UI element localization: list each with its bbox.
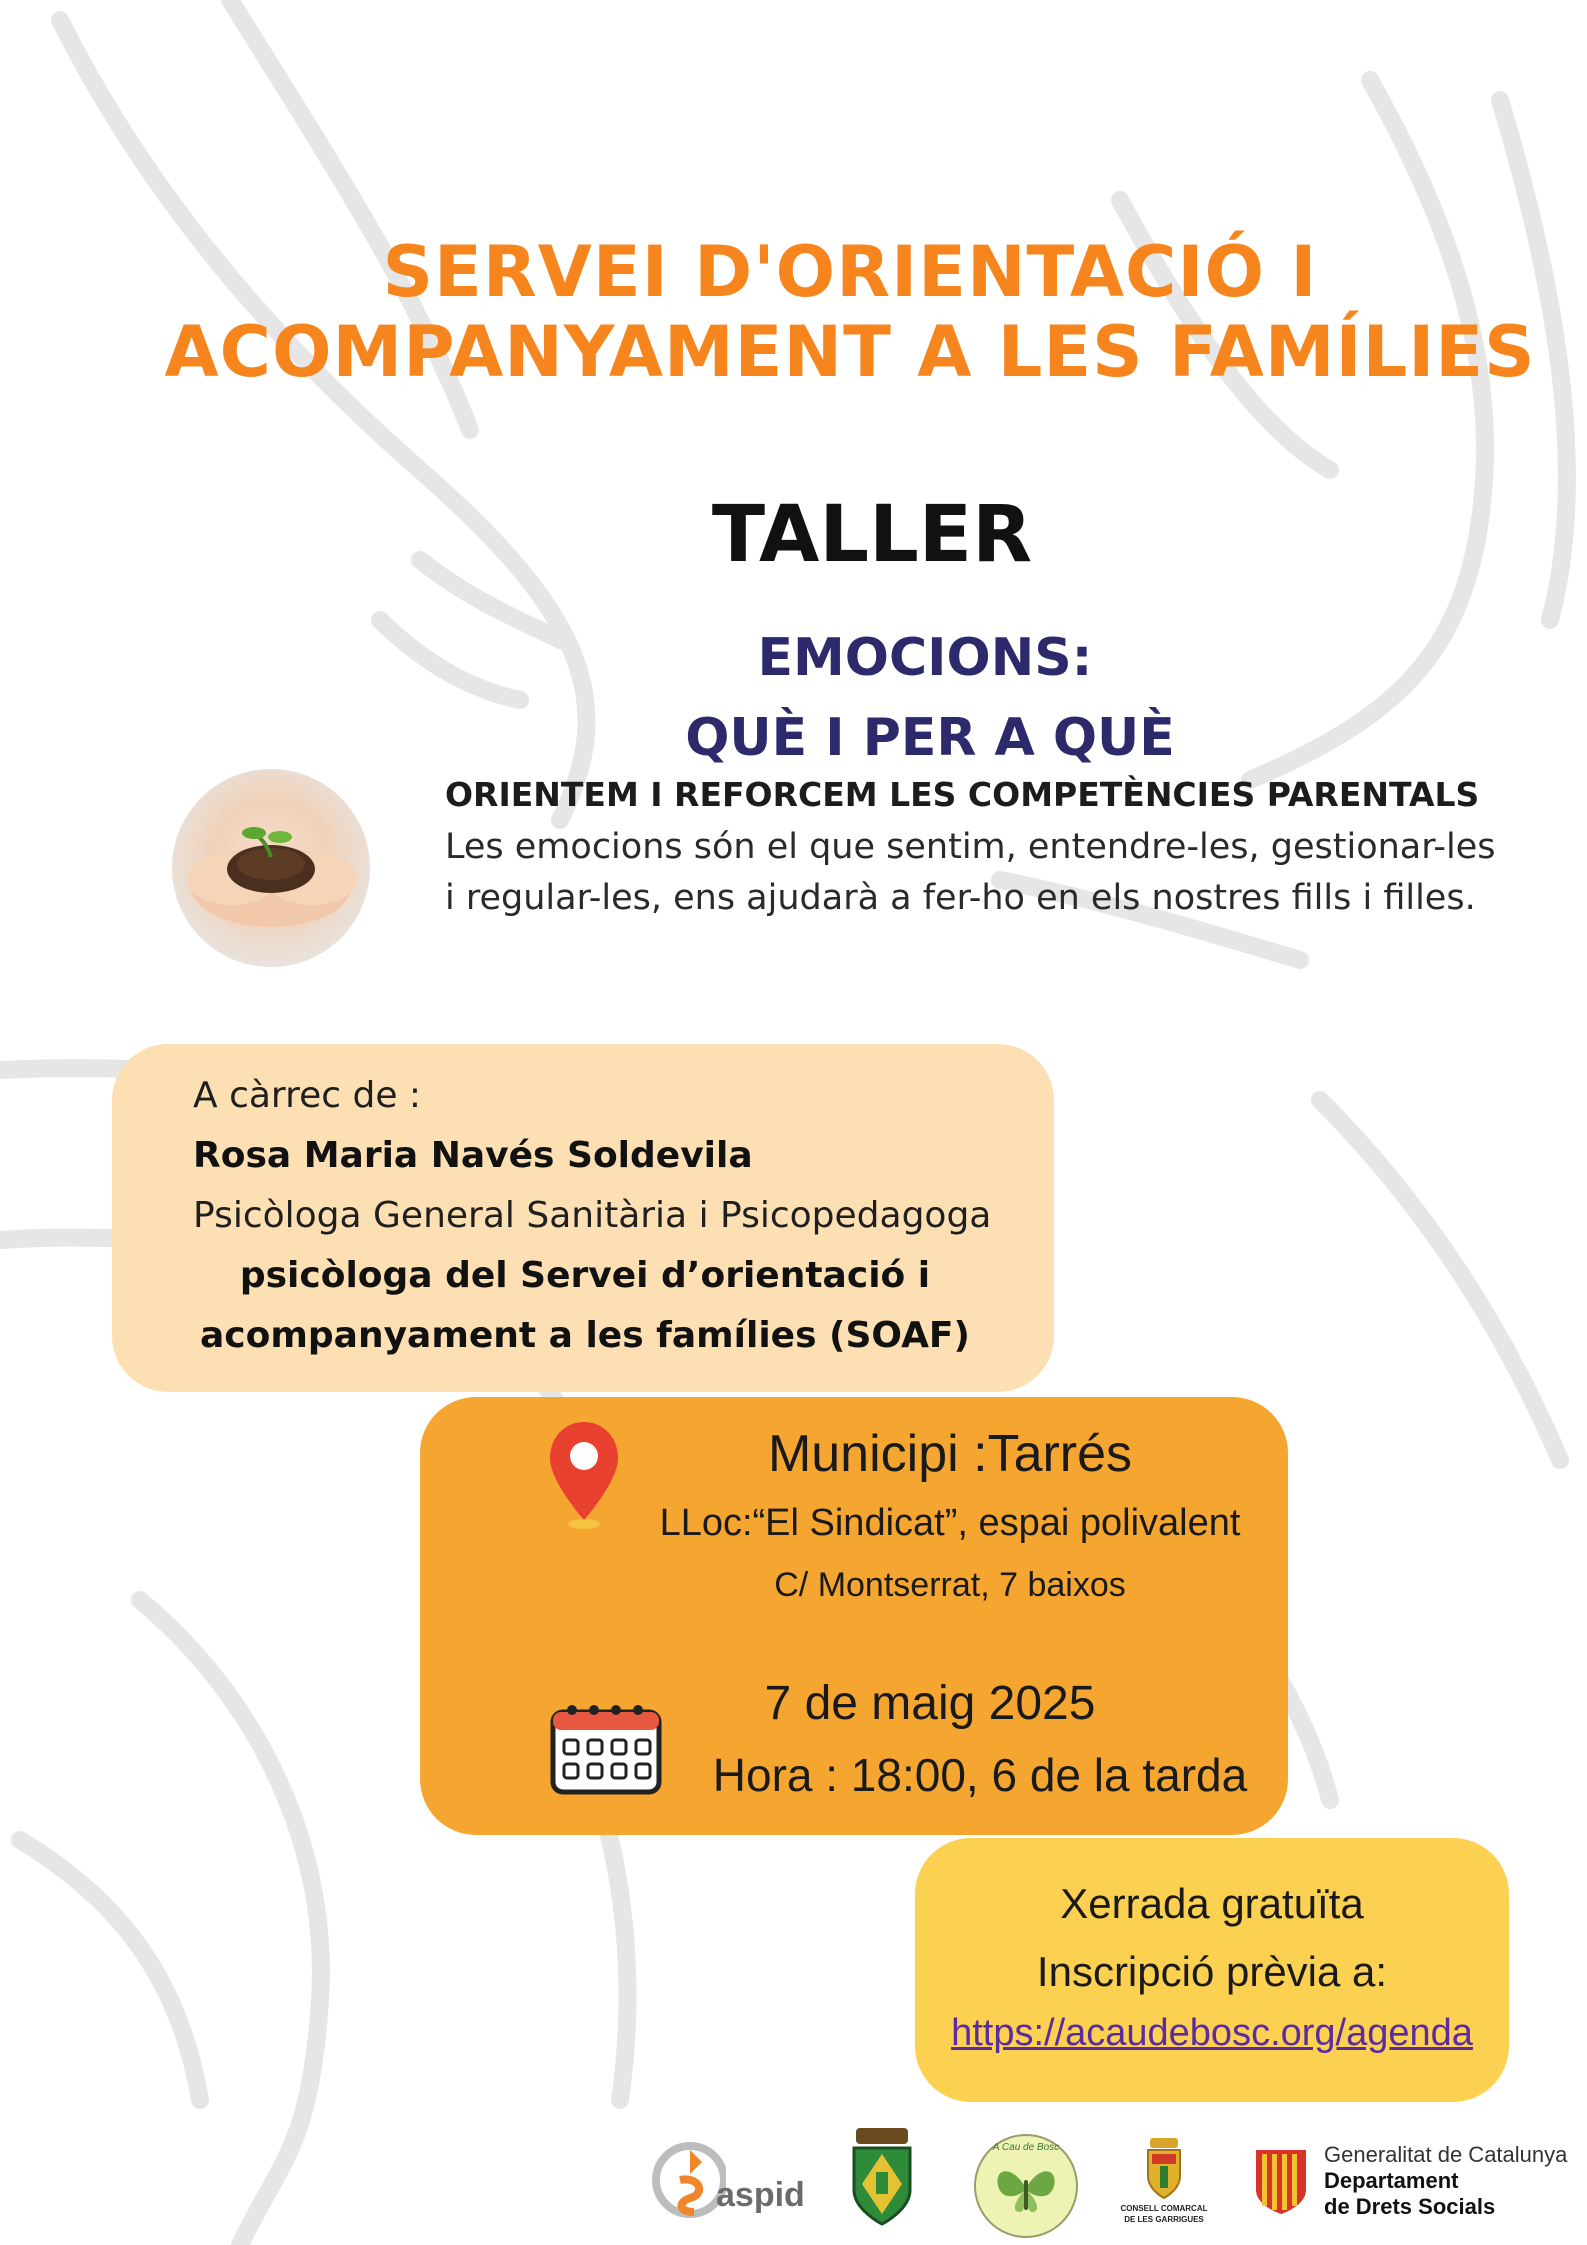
department-line-1: Departament xyxy=(1324,2168,1459,2193)
topic-line-2: QUÈ I PER A QUÈ xyxy=(685,708,1175,768)
consell-comarcal-logo xyxy=(1116,2138,1212,2232)
consell-coat-of-arms-icon xyxy=(1144,2138,1184,2200)
municipality: Municipi :Tarrés xyxy=(767,1425,1133,1483)
speaker-org-line-2: acompanyament a les famílies (SOAF) xyxy=(200,1315,970,1356)
hands-with-seedling-photo xyxy=(172,769,370,967)
generalitat-name: Generalitat de Catalunya xyxy=(1324,2142,1568,2167)
venue: LLoc:“El Sindicat”, espai polivalent xyxy=(659,1502,1241,1544)
speaker-intro: A càrrec de : xyxy=(193,1075,422,1116)
butterfly-icon xyxy=(992,2158,1060,2218)
municipal-coat-of-arms-icon xyxy=(846,2124,918,2228)
page-title-line-1: SERVEI D'ORIENTACIÓ I xyxy=(382,231,1318,313)
event-date: 7 de maig 2025 xyxy=(764,1677,1096,1730)
address: C/ Montserrat, 7 baixos xyxy=(774,1566,1126,1604)
consell-logo-line-1: CONSELL COMARCAL xyxy=(1120,2204,1208,2213)
cau-de-bosc-logo-text: A Cau de Bosc xyxy=(992,2142,1060,2153)
free-talk: Xerrada gratuïta xyxy=(1060,1880,1364,1927)
map-pin-icon xyxy=(548,1420,620,1532)
description-line-1: Les emocions són el que sentim, entendre-les, gestionar-les xyxy=(445,827,1496,867)
speaker-org-line-1: psicòloga del Servei d’orientació i xyxy=(239,1255,931,1296)
aspid-logo xyxy=(650,2140,810,2220)
cau-de-bosc-logo xyxy=(974,2134,1078,2238)
event-time: Hora : 18:00, 6 de la tarda xyxy=(712,1749,1248,1801)
description-line-2: i regular-les, ens ajudarà a fer-ho en els nostres fills i filles. xyxy=(445,878,1476,918)
aspid-logo-text: aspid xyxy=(716,2176,805,2214)
generalitat-logo xyxy=(1252,2142,1582,2226)
registration-prompt: Inscripció prèvia a: xyxy=(1036,1948,1388,1995)
generalitat-shield-icon xyxy=(1252,2146,1310,2216)
tagline: ORIENTEM I REFORCEM LES COMPETÈNCIES PARENTALS xyxy=(445,775,1480,814)
workshop-label: TALLER xyxy=(711,490,1033,580)
speaker-role: Psicòloga General Sanitària i Psicopedagoga xyxy=(193,1195,992,1236)
speaker-name: Rosa Maria Navés Soldevila xyxy=(193,1135,753,1176)
department-line-2: de Drets Socials xyxy=(1324,2194,1496,2219)
topic-line-1: EMOCIONS: xyxy=(757,628,1093,688)
description xyxy=(445,822,1496,924)
registration-link[interactable]: https://acaudebosc.org/agenda xyxy=(951,2012,1473,2054)
consell-logo-line-2: DE LES GARRIGUES xyxy=(1124,2215,1204,2224)
page-title-line-2: ACOMPANYAMENT A LES FAMÍLIES xyxy=(164,311,1536,393)
